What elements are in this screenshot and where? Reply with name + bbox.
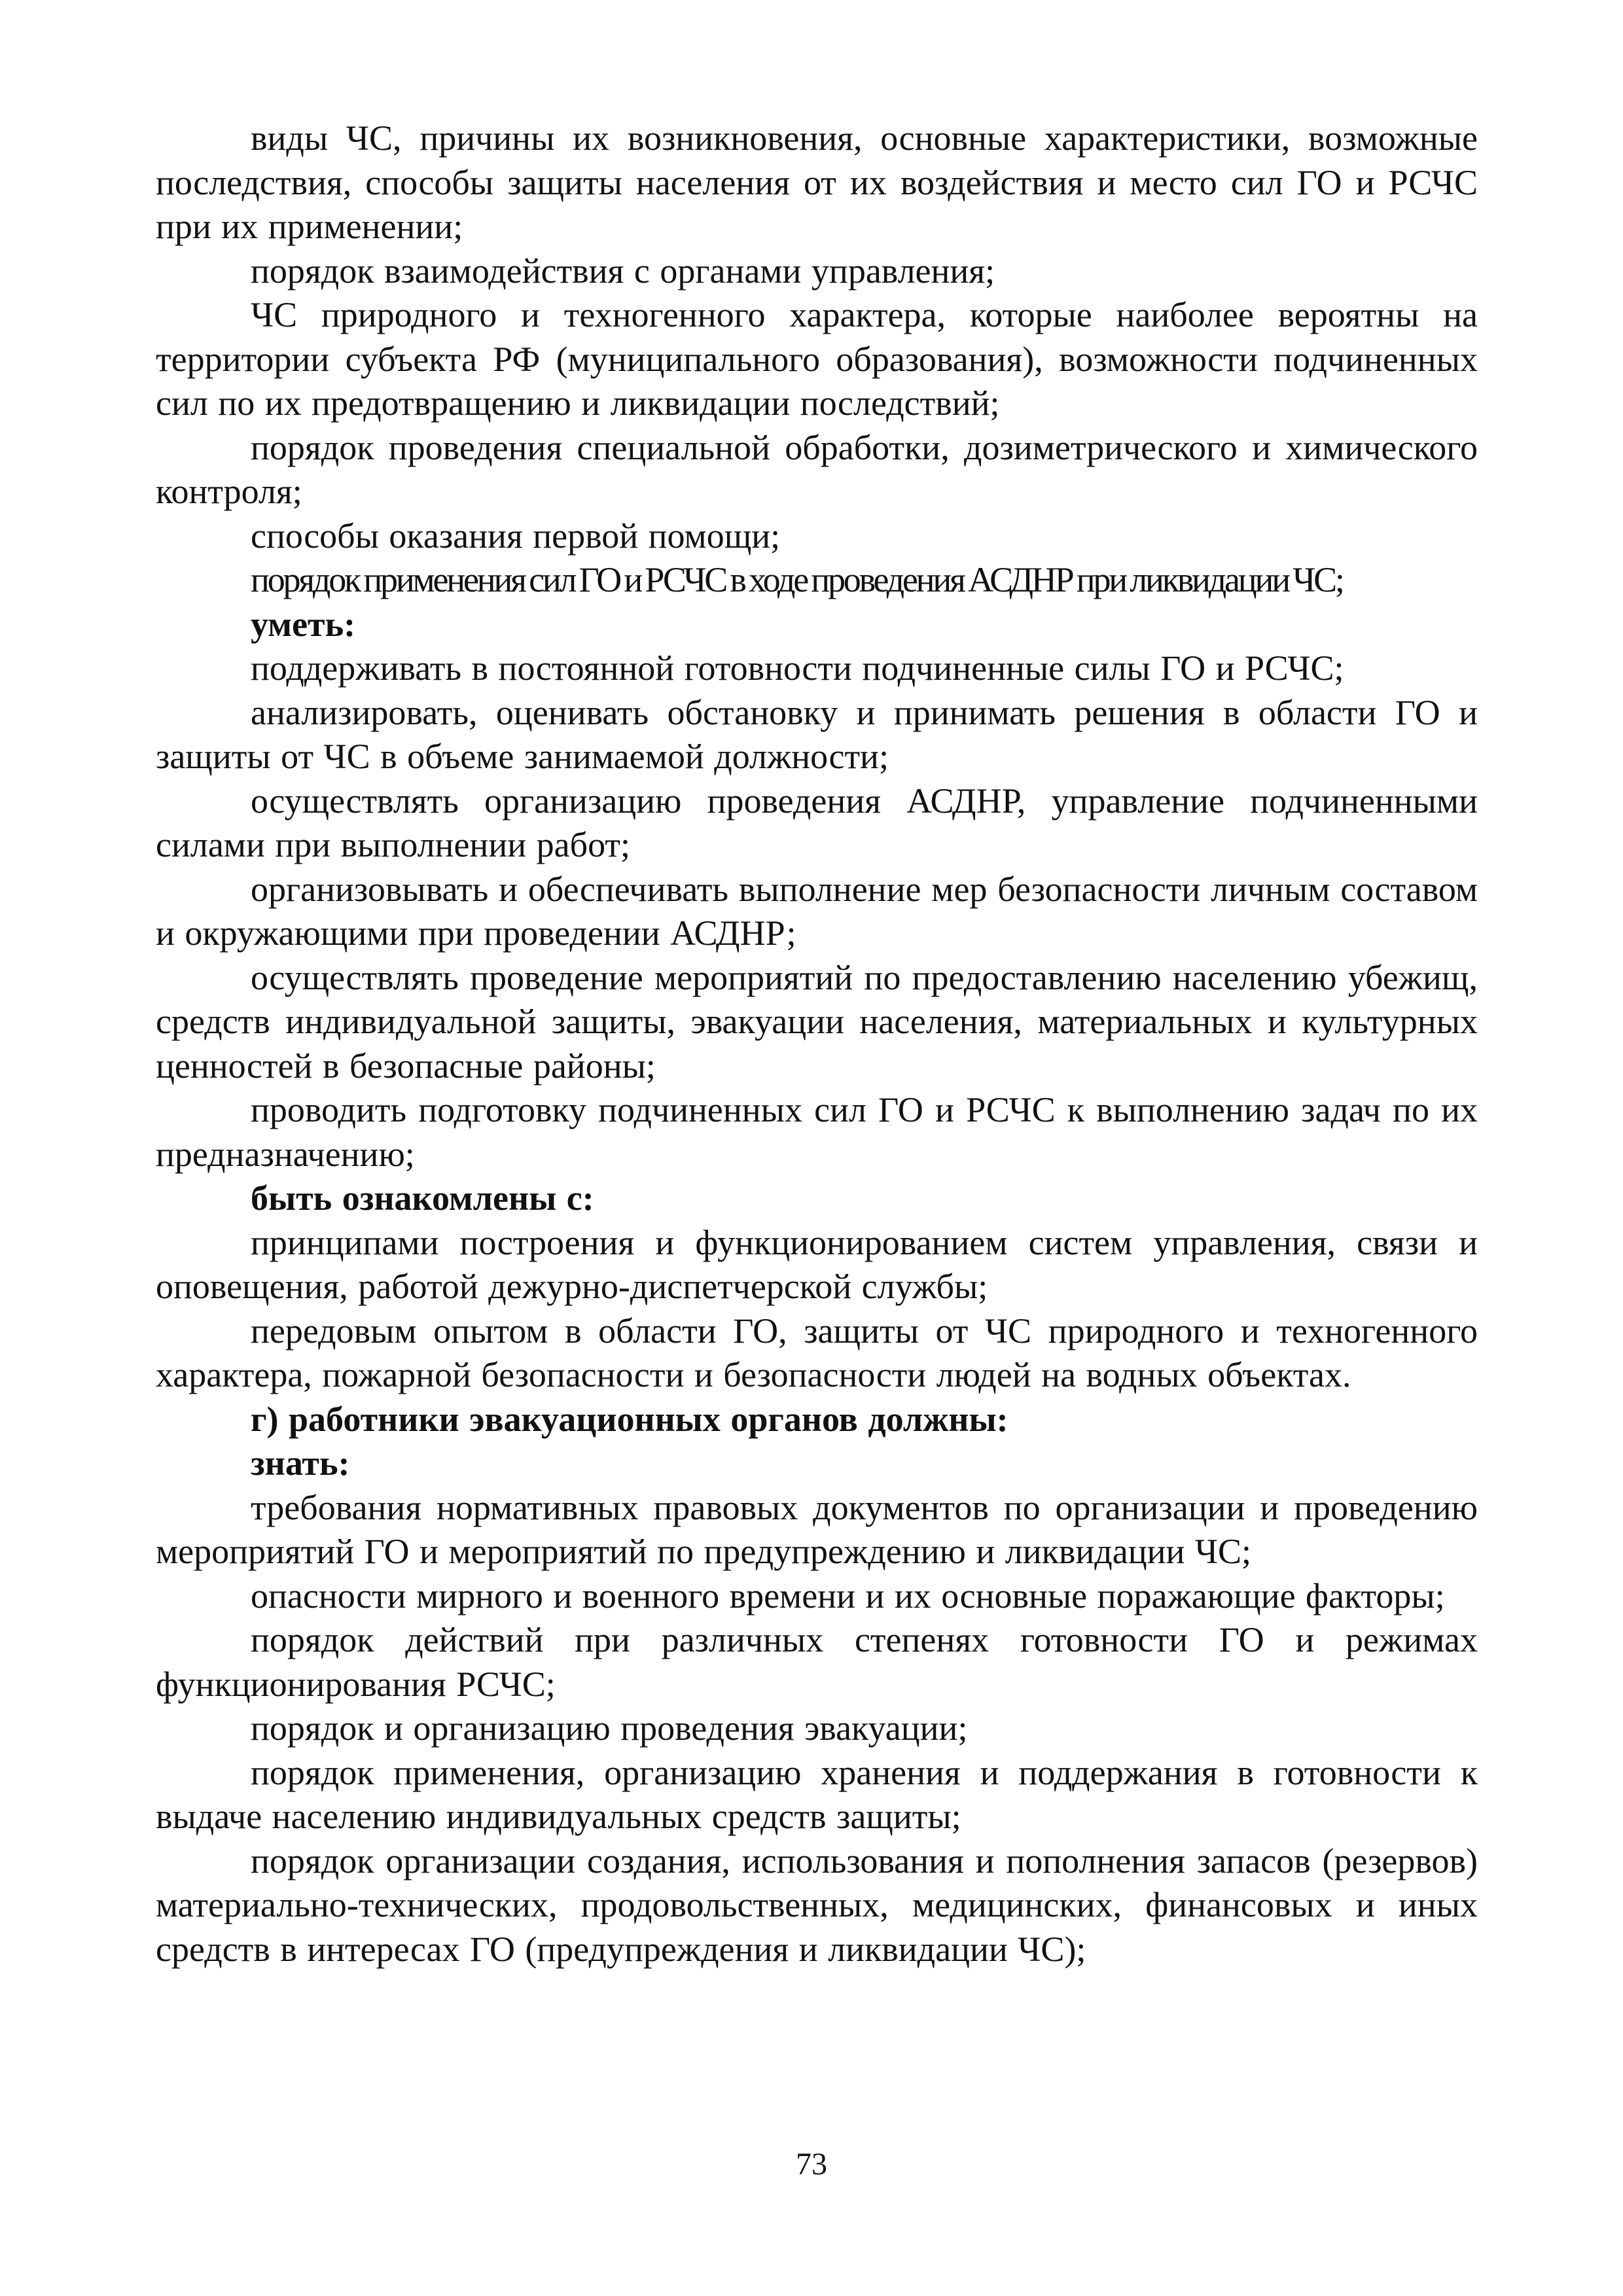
heading-know: знать: <box>251 1443 350 1483</box>
body-text <box>156 116 1478 1971</box>
paragraph-best-practices: передовым опытом в области ГО, защиты от ЧС природного и техногенного характера, пожарной безопасности и безопасности людей на водных объектах. <box>156 1311 1478 1394</box>
heading-be-able: уметь: <box>251 604 356 644</box>
paragraph-protective-equipment: порядок применения, организацию хранения и поддержания в готовности к выдаче населению индивидуальных средств защиты; <box>156 1752 1478 1836</box>
paragraph-regulatory-requirements: требования нормативных правовых документов по организации и проведению мероприятий ГО и мероприятий по предупреждению и ликвидации ЧС; <box>156 1487 1478 1571</box>
heading-be-familiar: быть ознакомлены с: <box>251 1178 594 1218</box>
page-number: 73 <box>796 2147 827 2181</box>
paragraph-reserves: порядок организации создания, использования и пополнения запасов (резервов) материально-технических, продовольственных, медицинских, финансовых и иных средств в интересах ГО (предупреждения и ликвидации ЧС); <box>156 1841 1478 1969</box>
paragraph-organize-rescue: осуществлять организацию проведения АСДНР, управление подчиненными силами при выполнении работ; <box>156 781 1478 864</box>
heading-evacuation-staff: г) работники эвакуационных органов должны: <box>251 1399 1008 1439</box>
paragraph-peacetime-wartime-hazards: опасности мирного и военного времени и их основные поражающие факторы; <box>251 1576 1445 1616</box>
paragraph-evacuation-procedure: порядок и организацию проведения эвакуации; <box>251 1708 968 1748</box>
paragraph-interaction-order: порядок взаимодействия с органами управления; <box>251 251 995 291</box>
paragraph-analyze-situation: анализировать, оценивать обстановку и принимать решения в области ГО и защиты от ЧС в объеме занимаемой должности; <box>156 692 1478 776</box>
paragraph-safety-measures: организовывать и обеспечивать выполнение мер безопасности личным составом и окружающими при проведении АСДНР; <box>156 869 1478 953</box>
paragraph-shelter-evacuation: осуществлять проведение мероприятий по предоставлению населению убежищ, средств индивидуальной защиты, эвакуации населения, материальных и культурных ценностей в безопасные районы; <box>156 957 1478 1086</box>
paragraph-forces-application: порядок применения сил ГО и РСЧС в ходе проведения АСДНР при ликвидации ЧС; <box>251 560 1343 599</box>
paragraph-regional-emergencies: ЧС природного и техногенного характера, которые наиболее вероятны на территории субъекта РФ (муниципального образования), возможности подчиненных сил по их предотвращению и ликвидации последствий; <box>156 295 1478 423</box>
paragraph-maintain-readiness: поддерживать в постоянной готовности подчиненные силы ГО и РСЧС; <box>251 648 1344 688</box>
paragraph-first-aid: способы оказания первой помощи; <box>251 516 781 556</box>
paragraph-hazard-types: виды ЧС, причины их возникновения, основные характеристики, возможные последствия, способы защиты населения от их воздействия и место сил ГО и РСЧС при их применении; <box>156 118 1478 246</box>
paragraph-train-forces: проводить подготовку подчиненных сил ГО и РСЧС к выполнению задач по их предназначению; <box>156 1090 1478 1174</box>
paragraph-special-treatment: порядок проведения специальной обработки, дозиметрического и химического контроля; <box>156 427 1478 511</box>
paragraph-control-systems: принципами построения и функционированием систем управления, связи и оповещения, работой дежурно-диспетчерской службы; <box>156 1222 1478 1306</box>
paragraph-readiness-levels: порядок действий при различных степенях готовности ГО и режимах функционирования РСЧС; <box>156 1620 1478 1704</box>
